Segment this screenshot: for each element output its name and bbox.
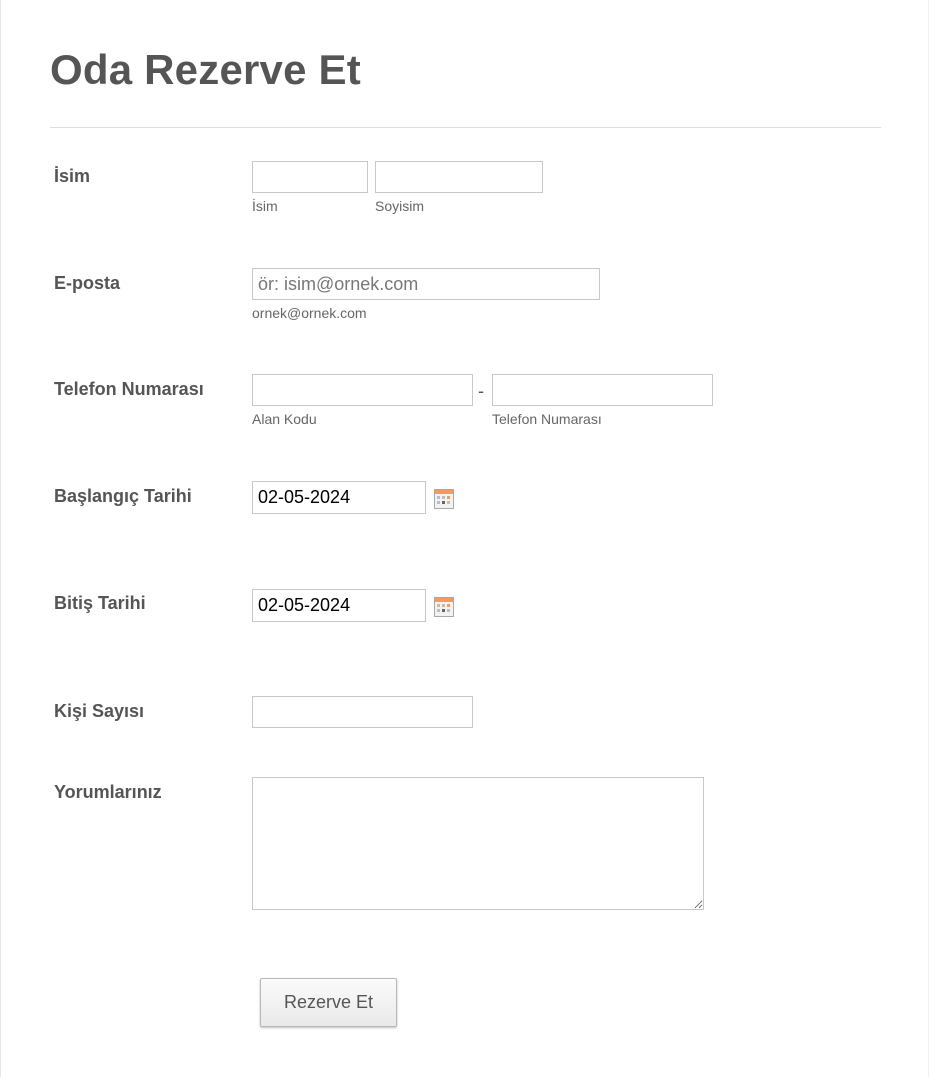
email-input[interactable] [252, 268, 600, 300]
submit-button[interactable]: Rezerve Et [260, 978, 397, 1027]
area-code-sublabel: Alan Kodu [252, 411, 317, 427]
last-name-sublabel: Soyisim [375, 198, 425, 214]
calendar-icon[interactable] [434, 597, 454, 617]
end-date-label: Bitiş Tarihi [54, 593, 146, 613]
guests-label: Kişi Sayısı [54, 701, 145, 721]
phone-number-sublabel: Telefon Numarası [492, 411, 602, 427]
comments-label: Yorumlarınız [54, 782, 162, 802]
phone-number-input[interactable] [492, 374, 713, 406]
form-title: Oda Rezerve Et [50, 46, 361, 93]
name-label: İsim [54, 166, 91, 186]
start-date-label: Başlangıç Tarihi [54, 486, 192, 506]
start-date-input[interactable] [252, 481, 426, 514]
first-name-sublabel: İsim [252, 198, 278, 214]
calendar-icon[interactable] [434, 489, 454, 509]
email-label: E-posta [54, 273, 121, 293]
email-sublabel: ornek@ornek.com [252, 305, 367, 321]
title-divider [50, 127, 881, 128]
first-name-input[interactable] [252, 161, 368, 193]
area-code-input[interactable] [252, 374, 473, 406]
end-date-input[interactable] [252, 589, 426, 622]
comments-textarea[interactable] [252, 777, 704, 910]
last-name-input[interactable] [375, 161, 543, 193]
guests-input[interactable] [252, 696, 473, 728]
phone-label: Telefon Numarası [54, 379, 204, 399]
phone-separator: - [478, 381, 484, 401]
